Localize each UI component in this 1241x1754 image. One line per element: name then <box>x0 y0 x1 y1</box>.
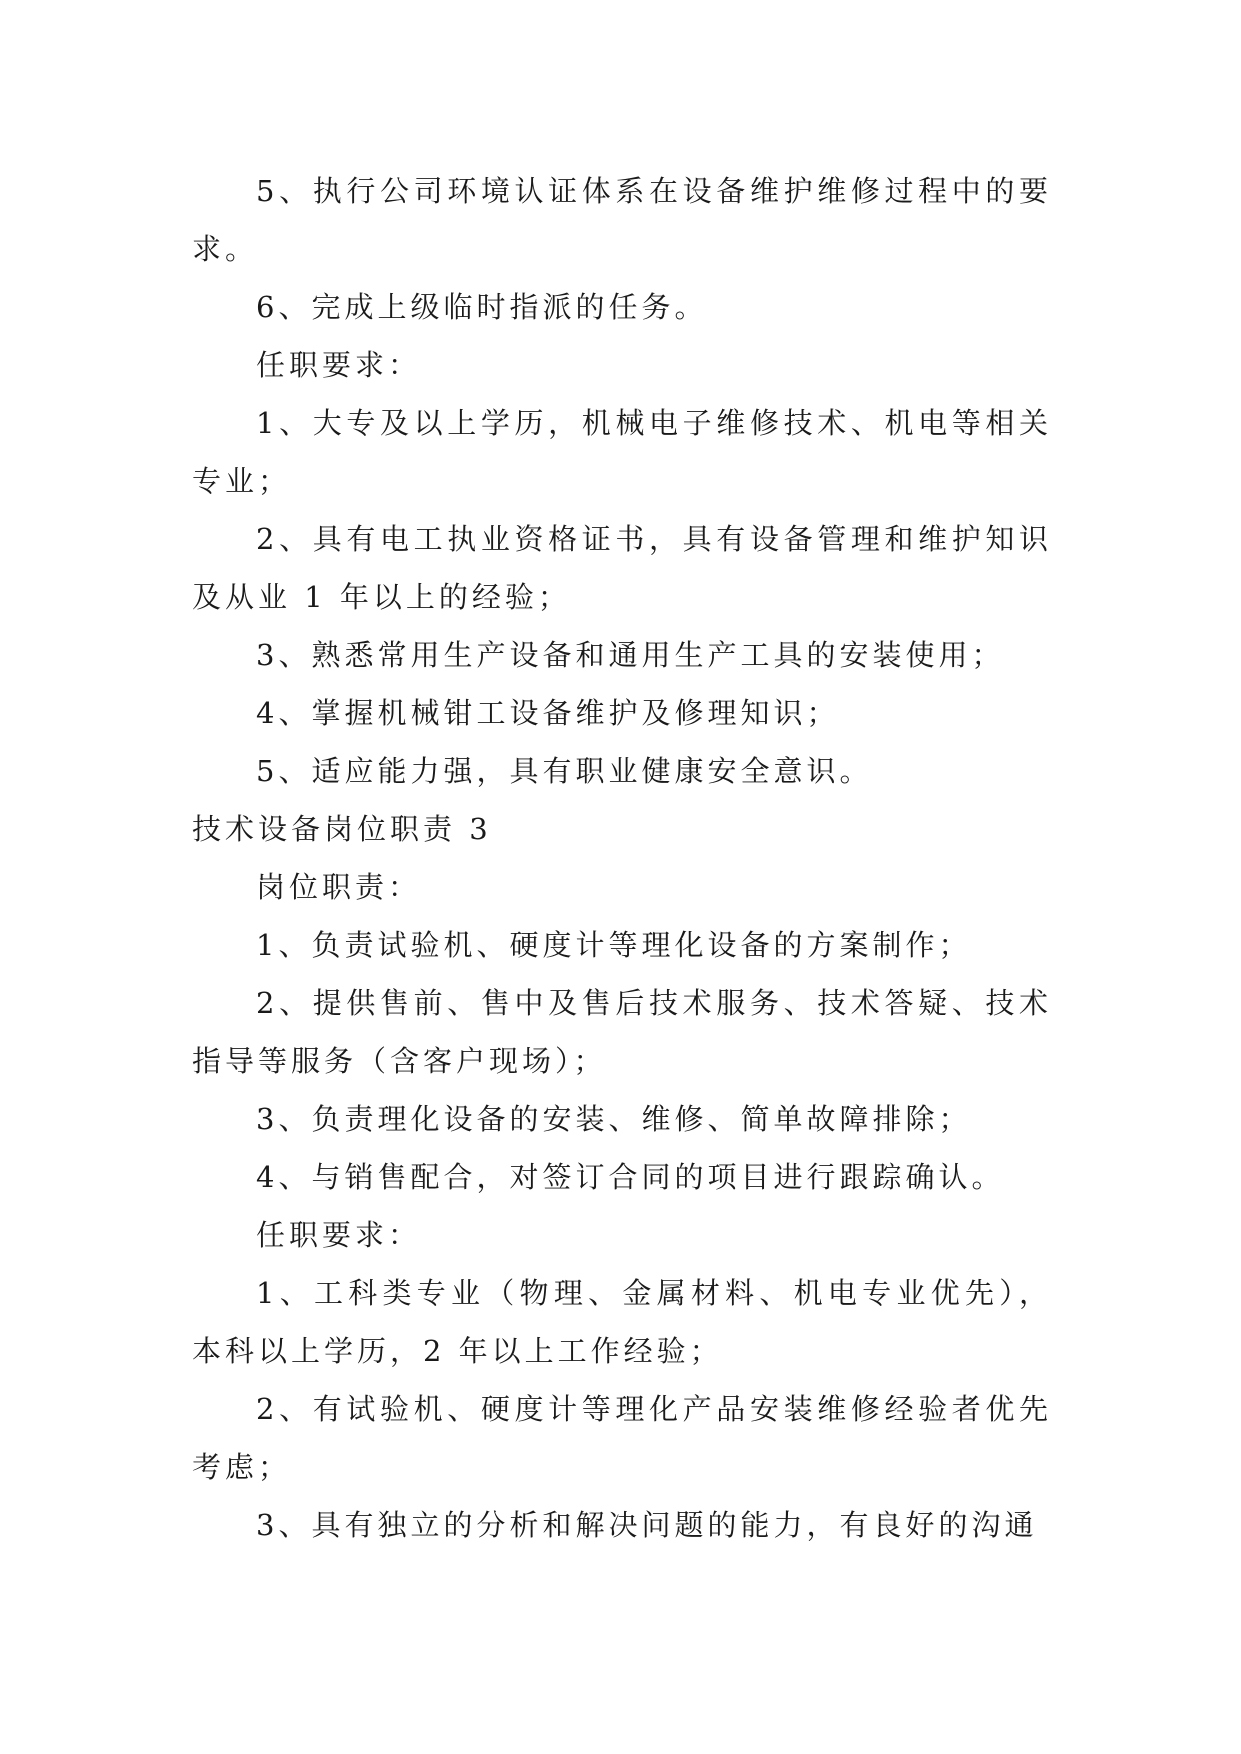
list-item: 3、负责理化设备的安装、维修、简单故障排除； <box>256 1102 972 1136</box>
document-body <box>192 162 1052 1554</box>
list-item: 3、熟悉常用生产设备和通用生产工具的安装使用； <box>256 638 1005 672</box>
list-item: 4、掌握机械钳工设备维护及修理知识； <box>256 696 840 730</box>
list-item: 5、适应能力强，具有职业健康安全意识。 <box>256 754 873 788</box>
list-item: 1、负责试验机、硬度计等理化设备的方案制作； <box>256 928 972 962</box>
section-subheading: 任职要求： <box>256 348 422 382</box>
section-subheading: 岗位职责： <box>256 870 422 904</box>
list-item: 1、大专及以上学历，机械电子维修技术、机电等相关专业； <box>192 406 1052 498</box>
list-item: 5、执行公司环境认证体系在设备维护维修过程中的要求。 <box>192 174 1052 266</box>
list-item: 3、具有独立的分析和解决问题的能力，有良好的沟通 <box>256 1508 1038 1542</box>
list-item: 2、有试验机、硬度计等理化产品安装维修经验者优先考虑； <box>192 1392 1052 1484</box>
section-subheading: 任职要求： <box>256 1218 422 1252</box>
list-item: 2、具有电工执业资格证书，具有设备管理和维护知识及从业 1 年以上的经验； <box>192 522 1052 614</box>
list-item: 2、提供售前、售中及售后技术服务、技术答疑、技术指导等服务（含客户现场）； <box>192 986 1052 1078</box>
list-item: 1、工科类专业（物理、金属材料、机电专业优先），本科以上学历，2 年以上工作经验； <box>192 1276 1052 1368</box>
section-heading: 技术设备岗位职责 3 <box>192 812 492 846</box>
list-item: 4、与销售配合，对签订合同的项目进行跟踪确认。 <box>256 1160 1005 1194</box>
list-item: 6、完成上级临时指派的任务。 <box>256 290 708 324</box>
